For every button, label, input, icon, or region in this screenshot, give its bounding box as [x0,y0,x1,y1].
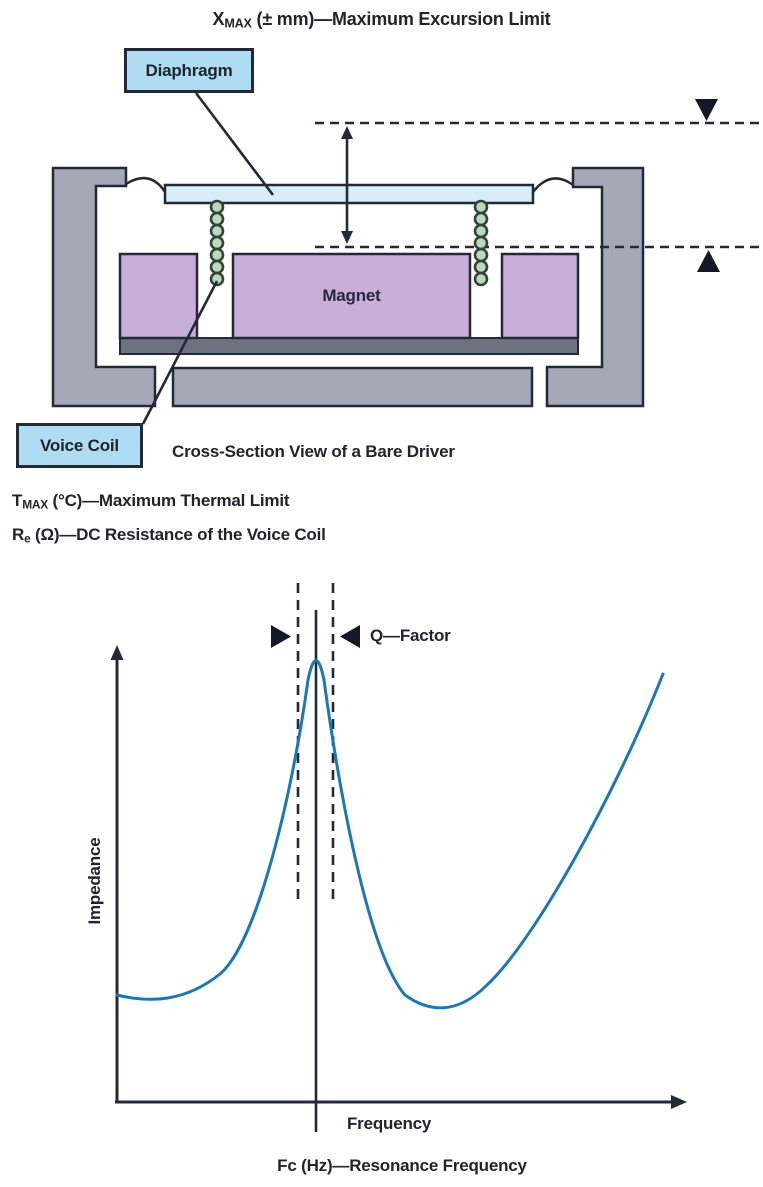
resistance-note-rest: (Ω)—DC Resistance of the Voice Coil [30,525,326,544]
magnet-right [502,254,578,338]
diaphragm-label-box [124,48,254,93]
voice-coil-left-turns [211,201,223,285]
x-axis-label: Frequency [347,1114,432,1133]
coil-turn [211,201,223,213]
magnet-left [120,254,197,338]
figure-title [0,9,763,31]
coil-turn [211,249,223,261]
y-axis-label: Impedance [85,837,104,925]
diaphragm-bar [165,185,533,203]
q-factor-label: Q—Factor [370,626,451,645]
surround-left [126,178,165,192]
impedance-curve [117,661,663,1008]
voice-coil-label-box [16,423,143,468]
y-axis [111,645,124,1103]
figure-title-sub: MAX [224,16,252,31]
coil-turn [475,273,487,285]
thermal-note-sub: MAX [22,497,49,512]
diaphragm-leader-line [196,93,273,195]
coil-turn [475,225,487,237]
bottom-plate [120,338,578,354]
impedance-chart [111,583,688,1132]
x-axis [115,1095,687,1109]
figure-title-base: X [212,9,225,29]
q-arrow-right-icon [271,625,291,648]
thermal-note-base: T [12,491,23,510]
frame-bottom-bar [173,368,532,406]
thermal-note-rest: (°C)—Maximum Thermal Limit [48,491,290,510]
surround-right [533,178,573,192]
lower-limit-marker-icon [697,250,720,272]
coil-turn [475,201,487,213]
coil-turn [475,261,487,273]
figure-title-rest: (± mm)—Maximum Excursion Limit [251,9,551,29]
coil-turn [475,249,487,261]
thermal-limit-note [12,491,289,511]
diaphragm-label: Diaphragm [145,60,233,80]
resistance-note-base: R [12,525,25,544]
voice-coil-right-turns [475,201,487,285]
cross-section-caption: Cross-Section View of a Bare Driver [172,442,455,461]
voice-coil-label: Voice Coil [40,435,119,455]
coil-turn [211,261,223,273]
coil-turn [211,213,223,225]
upper-limit-marker-icon [695,99,718,121]
coil-turn [475,237,487,249]
dc-resistance-note [12,525,326,545]
resistance-note-sub: e [24,531,31,546]
coil-turn [475,213,487,225]
coil-turn [211,237,223,249]
magnet-label: Magnet [322,286,381,305]
resonance-frequency-caption: Fc (Hz)—Resonance Frequency [277,1156,527,1175]
q-arrow-left-icon [340,625,360,648]
coil-turn [211,225,223,237]
